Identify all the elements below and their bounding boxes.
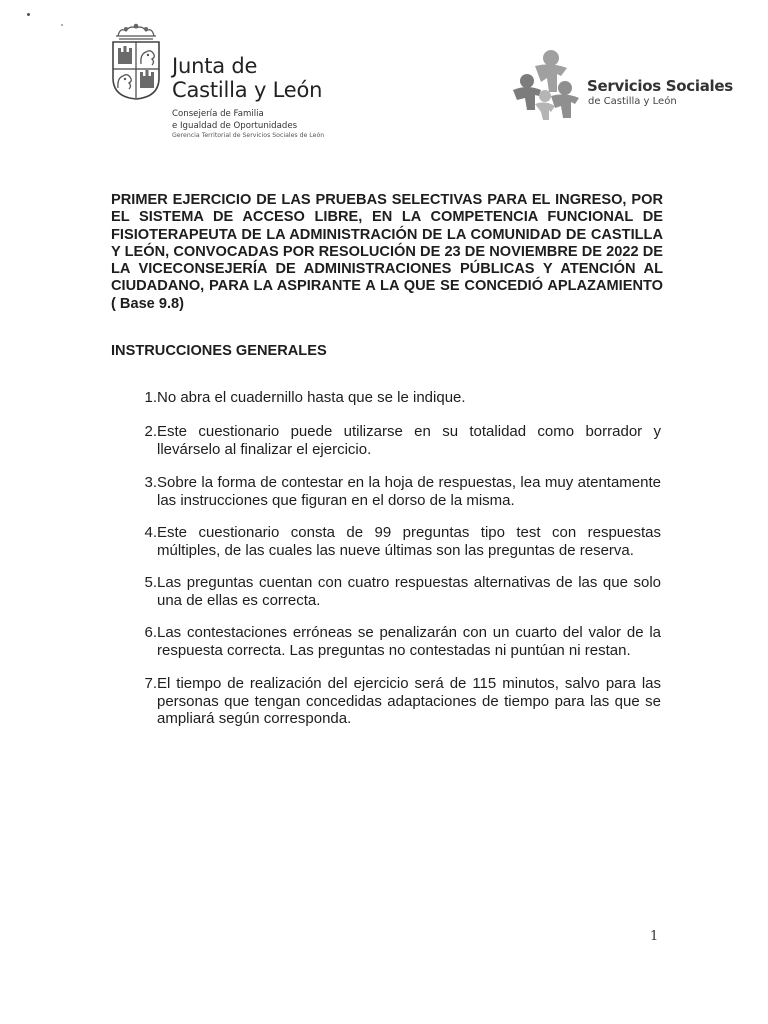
instruction-text: Las contestaciones erróneas se penalizarán con un cuarto del valor de la respuesta correcta. Las preguntas no contestadas ni puntúan ni restan. (157, 624, 661, 659)
department-line2: e Igualdad de Oportunidades (172, 120, 298, 131)
castilla-leon-coat-of-arms-logo (110, 22, 162, 100)
gerencia-line: Gerencia Territorial de Servicios Sociales de León (172, 132, 325, 139)
instruction-text: Sobre la forma de contestar en la hoja de respuestas, lea muy atentamente las instrucciones que figuran en el dorso de la misma. (157, 474, 661, 509)
instruction-number: 1. (144, 389, 157, 406)
instruction-text: El tiempo de realización del ejercicio será de 115 minutos, salvo para las personas que tengan concedidas adaptaciones de tiempo para las que se ampliará según corresponda. (157, 675, 661, 727)
organization-name-line1: Junta de (172, 54, 258, 78)
instruction-text: No abra el cuadernillo hasta que se le indique. (157, 389, 466, 406)
services-subtitle: de Castilla y León (588, 96, 677, 107)
instruction-text: Este cuestionario consta de 99 preguntas tipo test con respuestas múltiples, de las cuales las nueve últimas son las preguntas de reserva. (157, 524, 661, 559)
scan-speck (27, 13, 30, 16)
instruction-item (111, 474, 663, 509)
instruction-number: 6. (144, 624, 157, 641)
document-title: PRIMER EJERCICIO DE LAS PRUEBAS SELECTIVAS PARA EL INGRESO, POR EL SISTEMA DE ACCESO LIBRE, EN LA COMPETENCIA FUNCIONAL DE FISIOTERAPEUTA DE LA ADMINISTRACIÓN DE LA COMUNIDAD DE CASTILLA Y LEÓN, CONVOCADAS POR RESOLUCIÓN DE 23 DE NOVIEMBRE DE 2022 DE LA VICECONSEJERÍA DE ADMINISTRACIONES PÚBLICAS Y ATENCIÓN AL CIUDADANO, PARA LA ASPIRANTE A LA QUE SE CONCEDIÓ APLAZAMIENTO ( Base 9.8) (111, 192, 663, 312)
servicios-sociales-figures-logo (507, 48, 589, 122)
instruction-number: 3. (144, 474, 157, 491)
department-line1: Consejería de Familia (172, 109, 264, 119)
instruction-number: 4. (144, 524, 157, 541)
department-block (172, 109, 324, 140)
instruction-item (111, 574, 663, 609)
instruction-item (111, 675, 663, 727)
instruction-item (111, 389, 663, 407)
instruction-number: 5. (144, 574, 157, 591)
instruction-item (111, 524, 663, 559)
instruction-number: 2. (144, 423, 157, 440)
instruction-text: Este cuestionario puede utilizarse en su totalidad como borrador y llevárselo al finalizar el ejercicio. (157, 423, 661, 458)
instruction-item (111, 624, 663, 659)
page-number: 1 (650, 929, 659, 944)
services-title: Servicios Sociales (587, 77, 733, 95)
instruction-item (111, 423, 663, 458)
organization-name (172, 54, 322, 102)
instruction-number: 7. (144, 675, 157, 692)
instruction-text: Las preguntas cuentan con cuatro respuestas alternativas de las que solo una de ellas es correcta. (157, 574, 661, 609)
section-heading: INSTRUCCIONES GENERALES (111, 343, 327, 359)
organization-name-line2: Castilla y León (172, 78, 323, 102)
scan-speck (61, 24, 63, 26)
